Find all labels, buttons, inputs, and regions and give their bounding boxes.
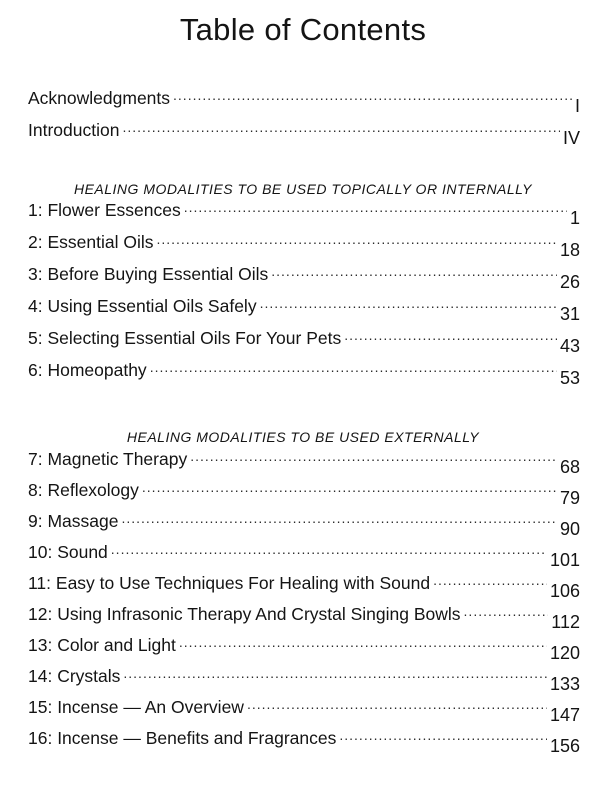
entry-title: 9: Massage <box>28 511 119 531</box>
dot-leader <box>123 666 547 686</box>
entry-title: 10: Sound <box>28 542 108 562</box>
entry-title: 16: Incense — Benefits and Fragrances <box>28 728 337 748</box>
toc-entry <box>28 635 580 663</box>
entry-page-number: 1 <box>569 208 580 228</box>
toc-entry <box>28 232 580 260</box>
dot-leader <box>271 264 557 284</box>
dot-leader <box>247 697 547 717</box>
entry-title: 1: Flower Essences <box>28 200 181 220</box>
section-heading-topical-internal: HEALING MODALITIES TO BE USED TOPICALLY OR INTERNALLY <box>73 181 533 197</box>
toc-entry <box>28 200 580 228</box>
entry-title: 14: Crystals <box>28 666 121 686</box>
toc-entry <box>28 360 580 388</box>
entry-page-number: I <box>574 96 580 116</box>
toc-entry <box>28 728 580 756</box>
dot-leader <box>339 728 547 748</box>
toc-entry <box>28 666 580 694</box>
dot-leader <box>260 296 557 316</box>
toc-entry <box>28 328 580 356</box>
entry-title: 7: Magnetic Therapy <box>28 449 188 469</box>
entry-page-number: IV <box>562 128 580 148</box>
entry-page-number: 68 <box>559 457 580 477</box>
entry-title: 11: Easy to Use Techniques For Healing with Sound <box>28 573 431 593</box>
toc-entry <box>28 264 580 292</box>
toc-entry-introduction <box>28 120 580 148</box>
section-heading-external: HEALING MODALITIES TO BE USED EXTERNALLY <box>126 429 480 445</box>
entry-page-number: 133 <box>549 674 580 694</box>
entry-title: 4: Using Essential Oils Safely <box>28 296 257 316</box>
dot-leader <box>433 573 547 593</box>
entry-page-number: 101 <box>549 550 580 570</box>
entry-title: 12: Using Infrasonic Therapy And Crystal Singing Bowls <box>28 604 461 624</box>
dot-leader <box>142 480 557 500</box>
entry-page-number: 156 <box>549 736 580 756</box>
entry-title: 3: Before Buying Essential Oils <box>28 264 269 284</box>
entry-page-number: 26 <box>559 272 580 292</box>
entry-title: 13: Color and Light <box>28 635 176 655</box>
entry-page-number: 31 <box>559 304 580 324</box>
entry-page-number: 43 <box>559 336 580 356</box>
dot-leader <box>173 88 572 108</box>
dot-leader <box>179 635 547 655</box>
dot-leader <box>156 232 557 252</box>
toc-entry <box>28 296 580 324</box>
entry-title: 5: Selecting Essential Oils For Your Pets <box>28 328 342 348</box>
dot-leader <box>111 542 547 562</box>
dot-leader <box>344 328 557 348</box>
entry-page-number: 112 <box>551 612 580 632</box>
entry-page-number: 147 <box>549 705 580 725</box>
toc-entry <box>28 697 580 725</box>
toc-entry <box>28 573 580 601</box>
entry-page-number: 120 <box>549 643 580 663</box>
entry-page-number: 106 <box>549 581 580 601</box>
dot-leader <box>122 120 560 140</box>
entry-title: 6: Homeopathy <box>28 360 147 380</box>
toc-entry <box>28 604 580 632</box>
entry-title: 15: Incense — An Overview <box>28 697 244 717</box>
toc-entry-acknowledgments <box>28 88 580 116</box>
entry-title: Introduction <box>28 120 120 140</box>
toc-entry <box>28 511 580 539</box>
dot-leader <box>464 604 549 624</box>
dot-leader <box>121 511 557 531</box>
entry-page-number: 79 <box>559 488 580 508</box>
dot-leader <box>190 449 557 469</box>
dot-leader <box>184 200 567 220</box>
entry-title: 2: Essential Oils <box>28 232 154 252</box>
entry-title: Acknowledgments <box>28 88 171 108</box>
entry-page-number: 18 <box>559 240 580 260</box>
toc-entry <box>28 449 580 477</box>
page-title: Table of Contents <box>179 12 427 47</box>
dot-leader <box>150 360 557 380</box>
entry-page-number: 53 <box>559 368 580 388</box>
entry-title: 8: Reflexology <box>28 480 139 500</box>
toc-entry <box>28 480 580 508</box>
entry-page-number: 90 <box>559 519 580 539</box>
toc-entry <box>28 542 580 570</box>
